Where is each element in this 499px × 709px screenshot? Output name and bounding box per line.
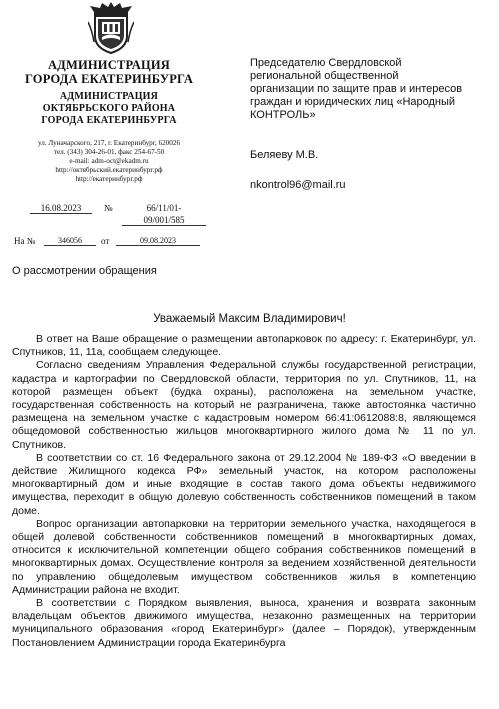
- number-label: №: [104, 203, 113, 213]
- recipient-line-5: КОНТРОЛЬ»: [250, 109, 316, 121]
- org-name-line1: АДМИНИСТРАЦИЯ: [47, 58, 171, 72]
- paragraph: Вопрос организации автопарковки на территории земельного участка, находящегося в общей долевой собственности собственников помещений в многоквартирных домах, относится к исключительной компетенции общего собрания собственников помещений в многоквартирных домах. Осуществление контроля за ведением хозяйственной деятельности по управлению общедолевым имуществом собственников жилья в компетенцию Администрации района не входит.: [12, 517, 476, 596]
- dept-name-line1: АДМИНИСТРАЦИЯ: [59, 91, 159, 102]
- org-email: e-mail: adm-oct@ekadm.ru: [69, 157, 149, 165]
- coat-of-arms-icon: [88, 2, 134, 54]
- from-label: от: [101, 236, 110, 246]
- outgoing-number-line2: 09/001/585: [122, 215, 206, 226]
- outgoing-number-line1: 66/11/01-: [146, 203, 182, 213]
- letter-body: [12, 333, 476, 650]
- reference-date: 09.08.2023: [116, 236, 200, 246]
- recipient-name: Беляеву М.В.: [250, 149, 319, 161]
- org-address: ул. Луначарского, 217, г. Екатеринбург, 620026: [37, 139, 181, 147]
- greeting: Уважаемый Максим Владимирович!: [153, 313, 346, 325]
- org-name-line2: ГОРОДА ЕКАТЕРИНБУРГА: [24, 72, 194, 86]
- paragraph: В ответ на Ваше обращение о размещении автопарковок по адресу: г. Екатеринбург, ул. Спутников, 11, 11а, сообщаем следующее.: [12, 333, 476, 359]
- recipient-line-1: Председателю Свердловской: [250, 57, 402, 69]
- dept-name-line3: ГОРОДА ЕКАТЕРИНБУРГА: [41, 115, 177, 126]
- org-site-1: http://октябрьский.екатеринбург.рф: [55, 166, 163, 174]
- org-phone: тел. (343) 304-26-01, факс 254-67-50: [53, 148, 165, 156]
- recipient-line-3: организации по защите прав и интересов: [250, 83, 463, 95]
- reference-label: На №: [14, 236, 36, 246]
- dept-name-line2: ОКТЯБРЬСКОГО РАЙОНА: [42, 103, 176, 114]
- org-site-2: http://екатеринбург.рф: [75, 175, 143, 183]
- recipient-line-4: граждан и юридических лиц «Народный: [250, 96, 456, 108]
- recipient-email: nkontrol96@mail.ru: [250, 179, 346, 191]
- outgoing-date: 16.08.2023: [30, 203, 92, 214]
- recipient-line-2: региональной общественной: [250, 70, 399, 82]
- paragraph: В соответствии со ст. 16 Федерального закона от 29.12.2004 № 189-ФЗ «О введении в действие Жилищного кодекса РФ» земельный участок, на котором расположены многоквартирный дом и иные входящие в состав такого дома объекты недвижимого имущества, переходит в общую долевую собственность собственников помещений в таком доме.: [12, 451, 476, 517]
- paragraph: В соответствии с Порядком выявления, выноса, хранения и возврата законным владельцам объектов движимого имущества, незаконно размещенных на территории муниципального образования «город Екатеринбург» (далее – Порядок), утвержденным Постановлением Администрации города Екатеринбурга: [12, 597, 476, 649]
- reference-number: 346056: [44, 236, 96, 246]
- letter-subject: О рассмотрении обращения: [12, 265, 157, 277]
- paragraph: Согласно сведениям Управления Федеральной службы государственной регистрации, кадастра и картографии по Свердловской области, территория по ул. Спутников, 11, на которой размещен объект (будка охраны), расположена на земельном участке, государственная собственность на который не разграничена, также автостоянка частично размещена на земельном участке с кадастровым номером 66:41:0612088:8, являющемся общедомовой собственностью жильцов многоквартирного жилого дома № 11 по ул. Спутников.: [12, 359, 476, 451]
